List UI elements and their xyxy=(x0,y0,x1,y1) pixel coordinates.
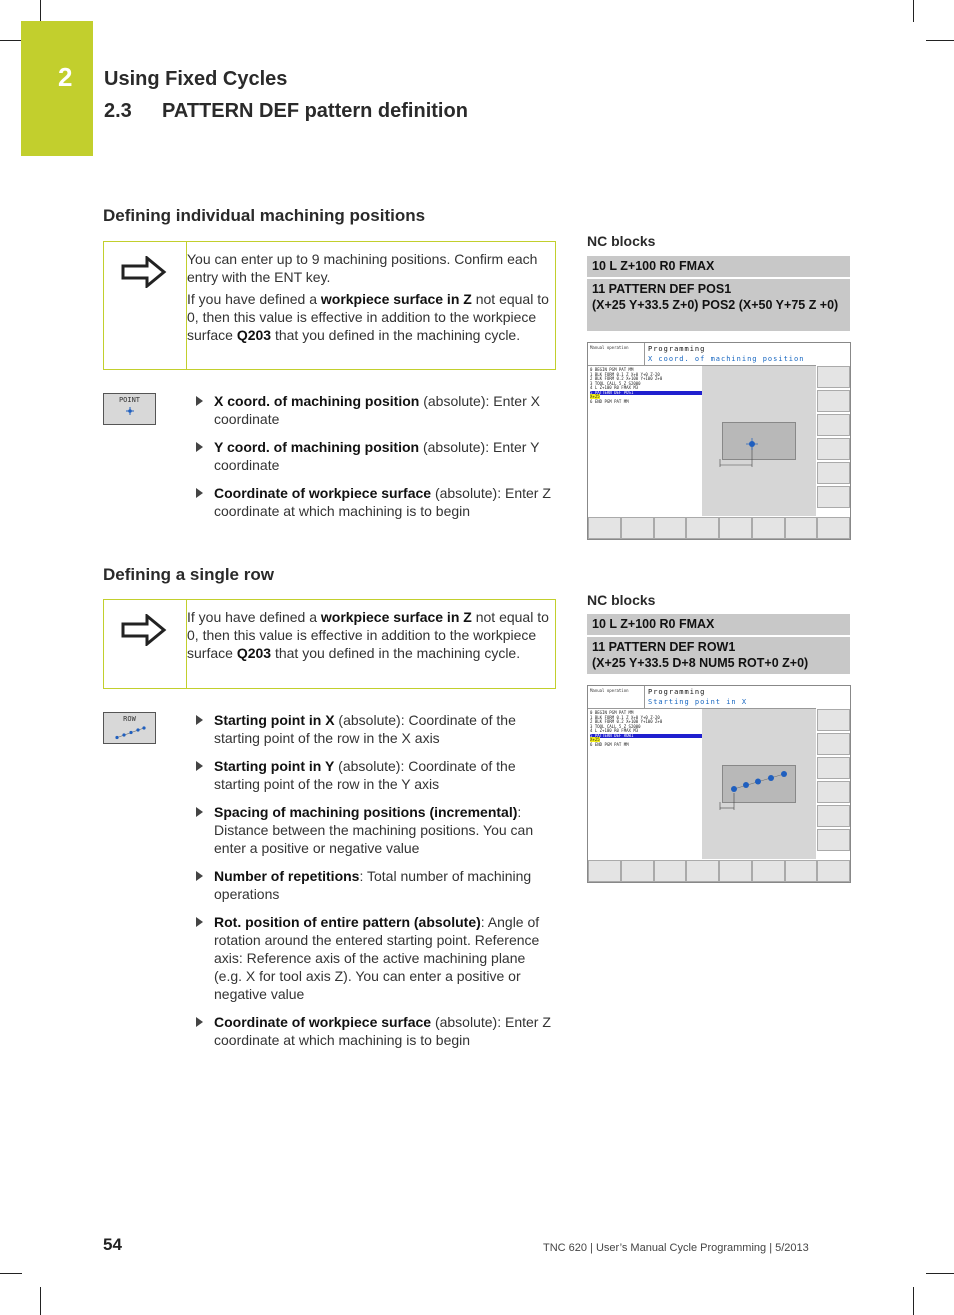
list-item: Coordinate of workpiece surface (absolute): Enter Z coordinate at which machining is to begin xyxy=(194,484,556,520)
list-item: Number of repetitions: Total number of machining operations xyxy=(194,867,556,903)
section1-heading: Defining individual machining positions xyxy=(103,206,426,225)
row-softkey[interactable] xyxy=(103,712,156,744)
screen-prompt: Starting point in X xyxy=(648,698,748,706)
point-softkey[interactable] xyxy=(103,393,156,425)
program-listing: 0 BEGIN PGM PAT MM 1 BLK FORM 0.1 Z X+0 Y+0 Z-20 2 BLK FORM 0.2 X+100 Y+100 Z+0 3 TOOL CALL 5 Z S2000 4 L Z+100 R0 FMAX M3 5 PATTERN DEF ROW1 X+25 6 END PGM PAT MM xyxy=(590,711,702,747)
arrow-right-icon xyxy=(121,256,167,288)
chapter-number: 2 xyxy=(58,62,73,92)
nc-block: 10 L Z+100 R0 FMAX xyxy=(587,256,850,277)
screen-prompt: X coord. of machining position xyxy=(648,355,805,363)
row-markers xyxy=(702,709,816,859)
list-item: Coordinate of workpiece surface (absolute): Enter Z coordinate at which machining is to begin xyxy=(194,1013,556,1049)
section1-note xyxy=(103,241,556,370)
note-paragraph: You can enter up to 9 machining positions. Confirm each entry with the ENT key. xyxy=(187,251,538,285)
section-title: PATTERN DEF pattern definition xyxy=(162,100,468,122)
nc-block: 11 PATTERN DEF POS1 (X+25 Y+33.5 Z+0) POS2 (X+50 Y+75 Z +0) xyxy=(587,279,850,331)
list-item: Y coord. of machining position (absolute): Enter Y coordinate xyxy=(194,438,556,474)
nc-block: 11 PATTERN DEF ROW1 (X+25 Y+33.5 D+8 NUM5 ROT+0 Z+0) xyxy=(587,637,850,674)
screen-title: Programming xyxy=(648,345,706,353)
list-item: X coord. of machining position (absolute): Enter X coordinate xyxy=(194,392,556,428)
graphics-window xyxy=(702,709,816,859)
nc-blocks-label: NC blocks xyxy=(587,592,656,608)
softkey-label: ROW xyxy=(123,715,136,723)
section2-heading: Defining a single row xyxy=(103,565,274,584)
position-marker xyxy=(702,366,816,516)
graphics-window xyxy=(702,366,816,516)
tnc-screen xyxy=(587,685,851,883)
screen-mode: Manual operation xyxy=(590,688,629,693)
section1-bullet-list xyxy=(194,392,556,530)
list-item: Starting point in X (absolute): Coordinate of the starting point of the row in the X axis xyxy=(194,711,556,747)
point-icon xyxy=(104,394,155,424)
list-item: Rot. position of entire pattern (absolute): Angle of rotation around the entered starting point. Reference axis: Reference axis of the active machining plane (e.g. X for tool axis Z). You can enter a positive or negative value xyxy=(194,913,556,1003)
row-icon xyxy=(104,713,155,743)
screen-mode: Manual operation xyxy=(590,345,629,350)
list-item: Starting point in Y (absolute): Coordinate of the starting point of the row in the Y axis xyxy=(194,757,556,793)
page-number: 54 xyxy=(103,1235,122,1254)
chapter-tab xyxy=(21,21,93,156)
footer-text: TNC 620 | User’s Manual Cycle Programming | 5/2013 xyxy=(543,1242,809,1254)
nc-block: 10 L Z+100 R0 FMAX xyxy=(587,614,850,635)
note-paragraph: If you have defined a workpiece surface in Z not equal to 0, then this value is effective in addition to the workpiece surface Q203 that you defined in the machining cycle. xyxy=(187,609,549,661)
list-item: Spacing of machining positions (incremental): Distance between the machining positions. You can enter a positive or negative value xyxy=(194,803,556,857)
softkey-label: POINT xyxy=(118,396,141,404)
section-number: 2.3 xyxy=(104,100,132,122)
chapter-title: Using Fixed Cycles xyxy=(104,68,288,90)
nc-blocks-label: NC blocks xyxy=(587,233,656,249)
section2-note xyxy=(103,599,556,689)
section2-bullet-list xyxy=(194,711,556,1059)
note-paragraph: If you have defined a workpiece surface in Z not equal to 0, then this value is effective in addition to the workpiece surface Q203 that you defined in the machining cycle. xyxy=(187,291,549,343)
program-listing: 0 BEGIN PGM PAT MM 1 BLK FORM 0.1 Z X+0 Y+0 Z-20 2 BLK FORM 0.2 X+100 Y+100 Z+0 3 TOOL CALL 5 Z S2000 4 L Z+100 R0 FMAX M3 5 PATTERN DEF POS1 X+25 6 END PGM PAT MM xyxy=(590,368,702,404)
screen-title: Programming xyxy=(648,688,706,696)
tnc-screen xyxy=(587,342,851,540)
arrow-right-icon xyxy=(121,614,167,646)
